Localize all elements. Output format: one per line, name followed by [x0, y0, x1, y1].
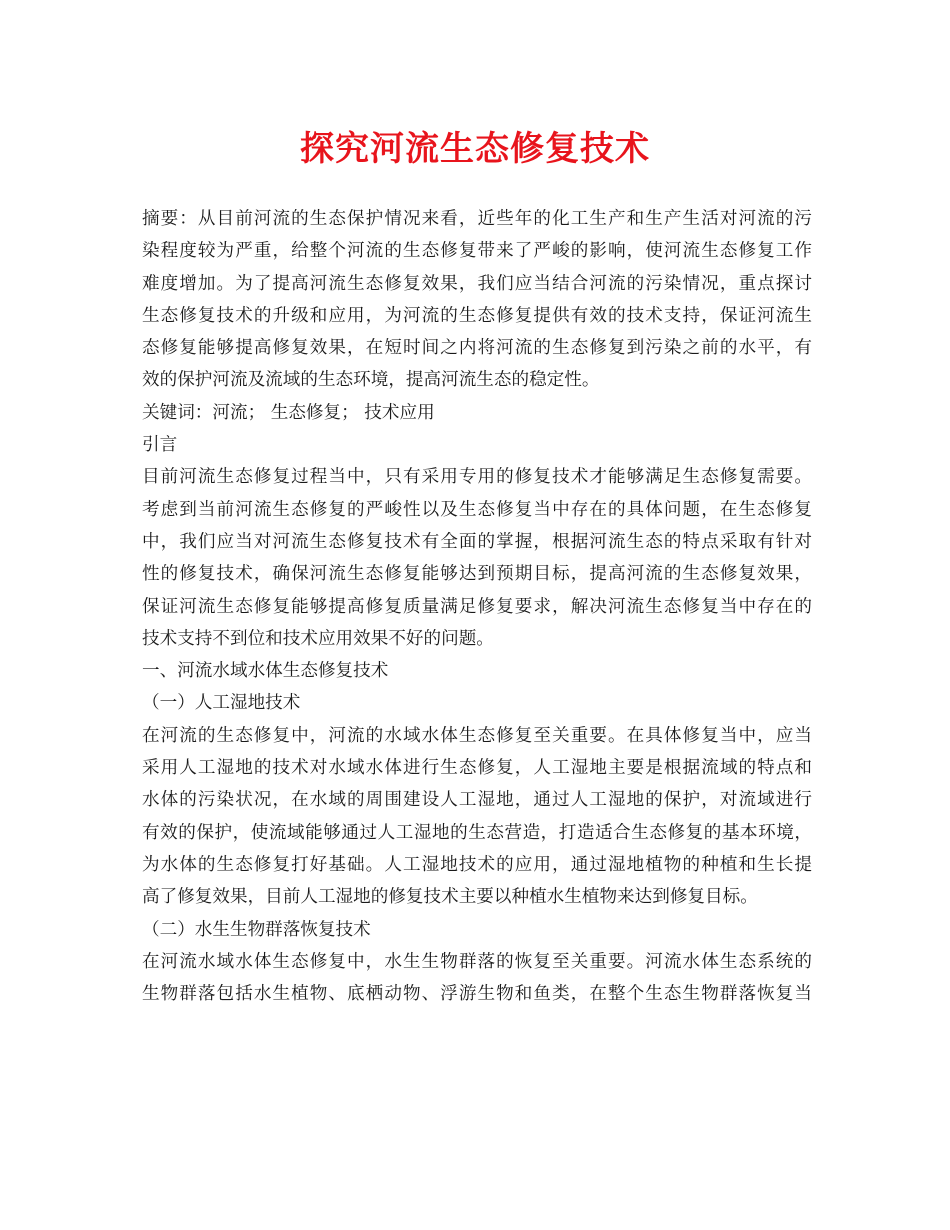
text-line: （一）人工湿地技术 [142, 693, 301, 714]
text-line: 染程度较为严重，给整个河流的生态修复带来了严峻的影响，使河流生态修复工作 [142, 241, 812, 262]
text-line: 在河流的生态修复中，河流的水域水体生态修复至关重要。在具体修复当中，应当 [142, 725, 812, 746]
text-line: 性的修复技术，确保河流生态修复能够达到预期目标，提高河流的生态修复效果， [142, 564, 812, 585]
text-line: 中，我们应当对河流生态修复技术有全面的掌握，根据河流生态的特点采取有针对 [142, 531, 812, 552]
text-line: （二）水生生物群落恢复技术 [142, 919, 371, 940]
text-line: 摘要：从目前河流的生态保护情况来看，近些年的化工生产和生产生活对河流的污 [142, 209, 812, 229]
document-body [142, 203, 812, 1010]
text-line: 有效的保护，使流域能够通过人工湿地的生态营造，打造适合生态修复的基本环境， [142, 822, 812, 843]
text-line: 技术支持不到位和技术应用效果不好的问题。 [142, 628, 494, 649]
text-line: 一、河流水域水体生态修复技术 [142, 661, 389, 682]
text-line: 水体的污染状况，在水域的周围建设人工湿地，通过人工湿地的保护，对流域进行 [142, 790, 812, 811]
text-line: 在河流水域水体生态修复中，水生生物群落的恢复至关重要。河流水体生态系统的 [142, 951, 812, 972]
text-line: 难度增加。为了提高河流生态修复效果，我们应当结合河流的污染情况，重点探讨 [142, 273, 812, 294]
text-line: 目前河流生态修复过程当中，只有采用专用的修复技术才能够满足生态修复需要。 [142, 467, 812, 488]
text-line: 生态修复技术的升级和应用，为河流的生态修复提供有效的技术支持，保证河流生 [142, 305, 812, 326]
text-line: 态修复能够提高修复效果，在短时间之内将河流的生态修复到污染之前的水平，有 [142, 338, 812, 359]
text-line: 保证河流生态修复能够提高修复质量满足修复要求，解决河流生态修复当中存在的 [142, 596, 812, 617]
text-line: 高了修复效果，目前人工湿地的修复技术主要以种植水生植物来达到修复目标。 [142, 887, 758, 908]
document-title: 探究河流生态修复技术 [300, 129, 650, 169]
text-line: 为水体的生态修复打好基础。人工湿地技术的应用，通过湿地植物的种植和生长提 [142, 854, 812, 875]
text-line: 生物群落包括水生植物、底栖动物、浮游生物和鱼类，在整个生态生物群落恢复当 [142, 984, 812, 1005]
text-line: 关键词：河流； 生态修复； 技术应用 [142, 402, 435, 423]
text-line: 采用人工湿地的技术对水域水体进行生态修复，人工湿地主要是根据流域的特点和 [142, 758, 812, 779]
text-line: 考虑到当前河流生态修复的严峻性以及生态修复当中存在的具体问题，在生态修复 [142, 499, 812, 520]
text-line: 效的保护河流及流域的生态环境，提高河流生态的稳定性。 [142, 370, 600, 391]
text-line: 引言 [142, 435, 178, 456]
